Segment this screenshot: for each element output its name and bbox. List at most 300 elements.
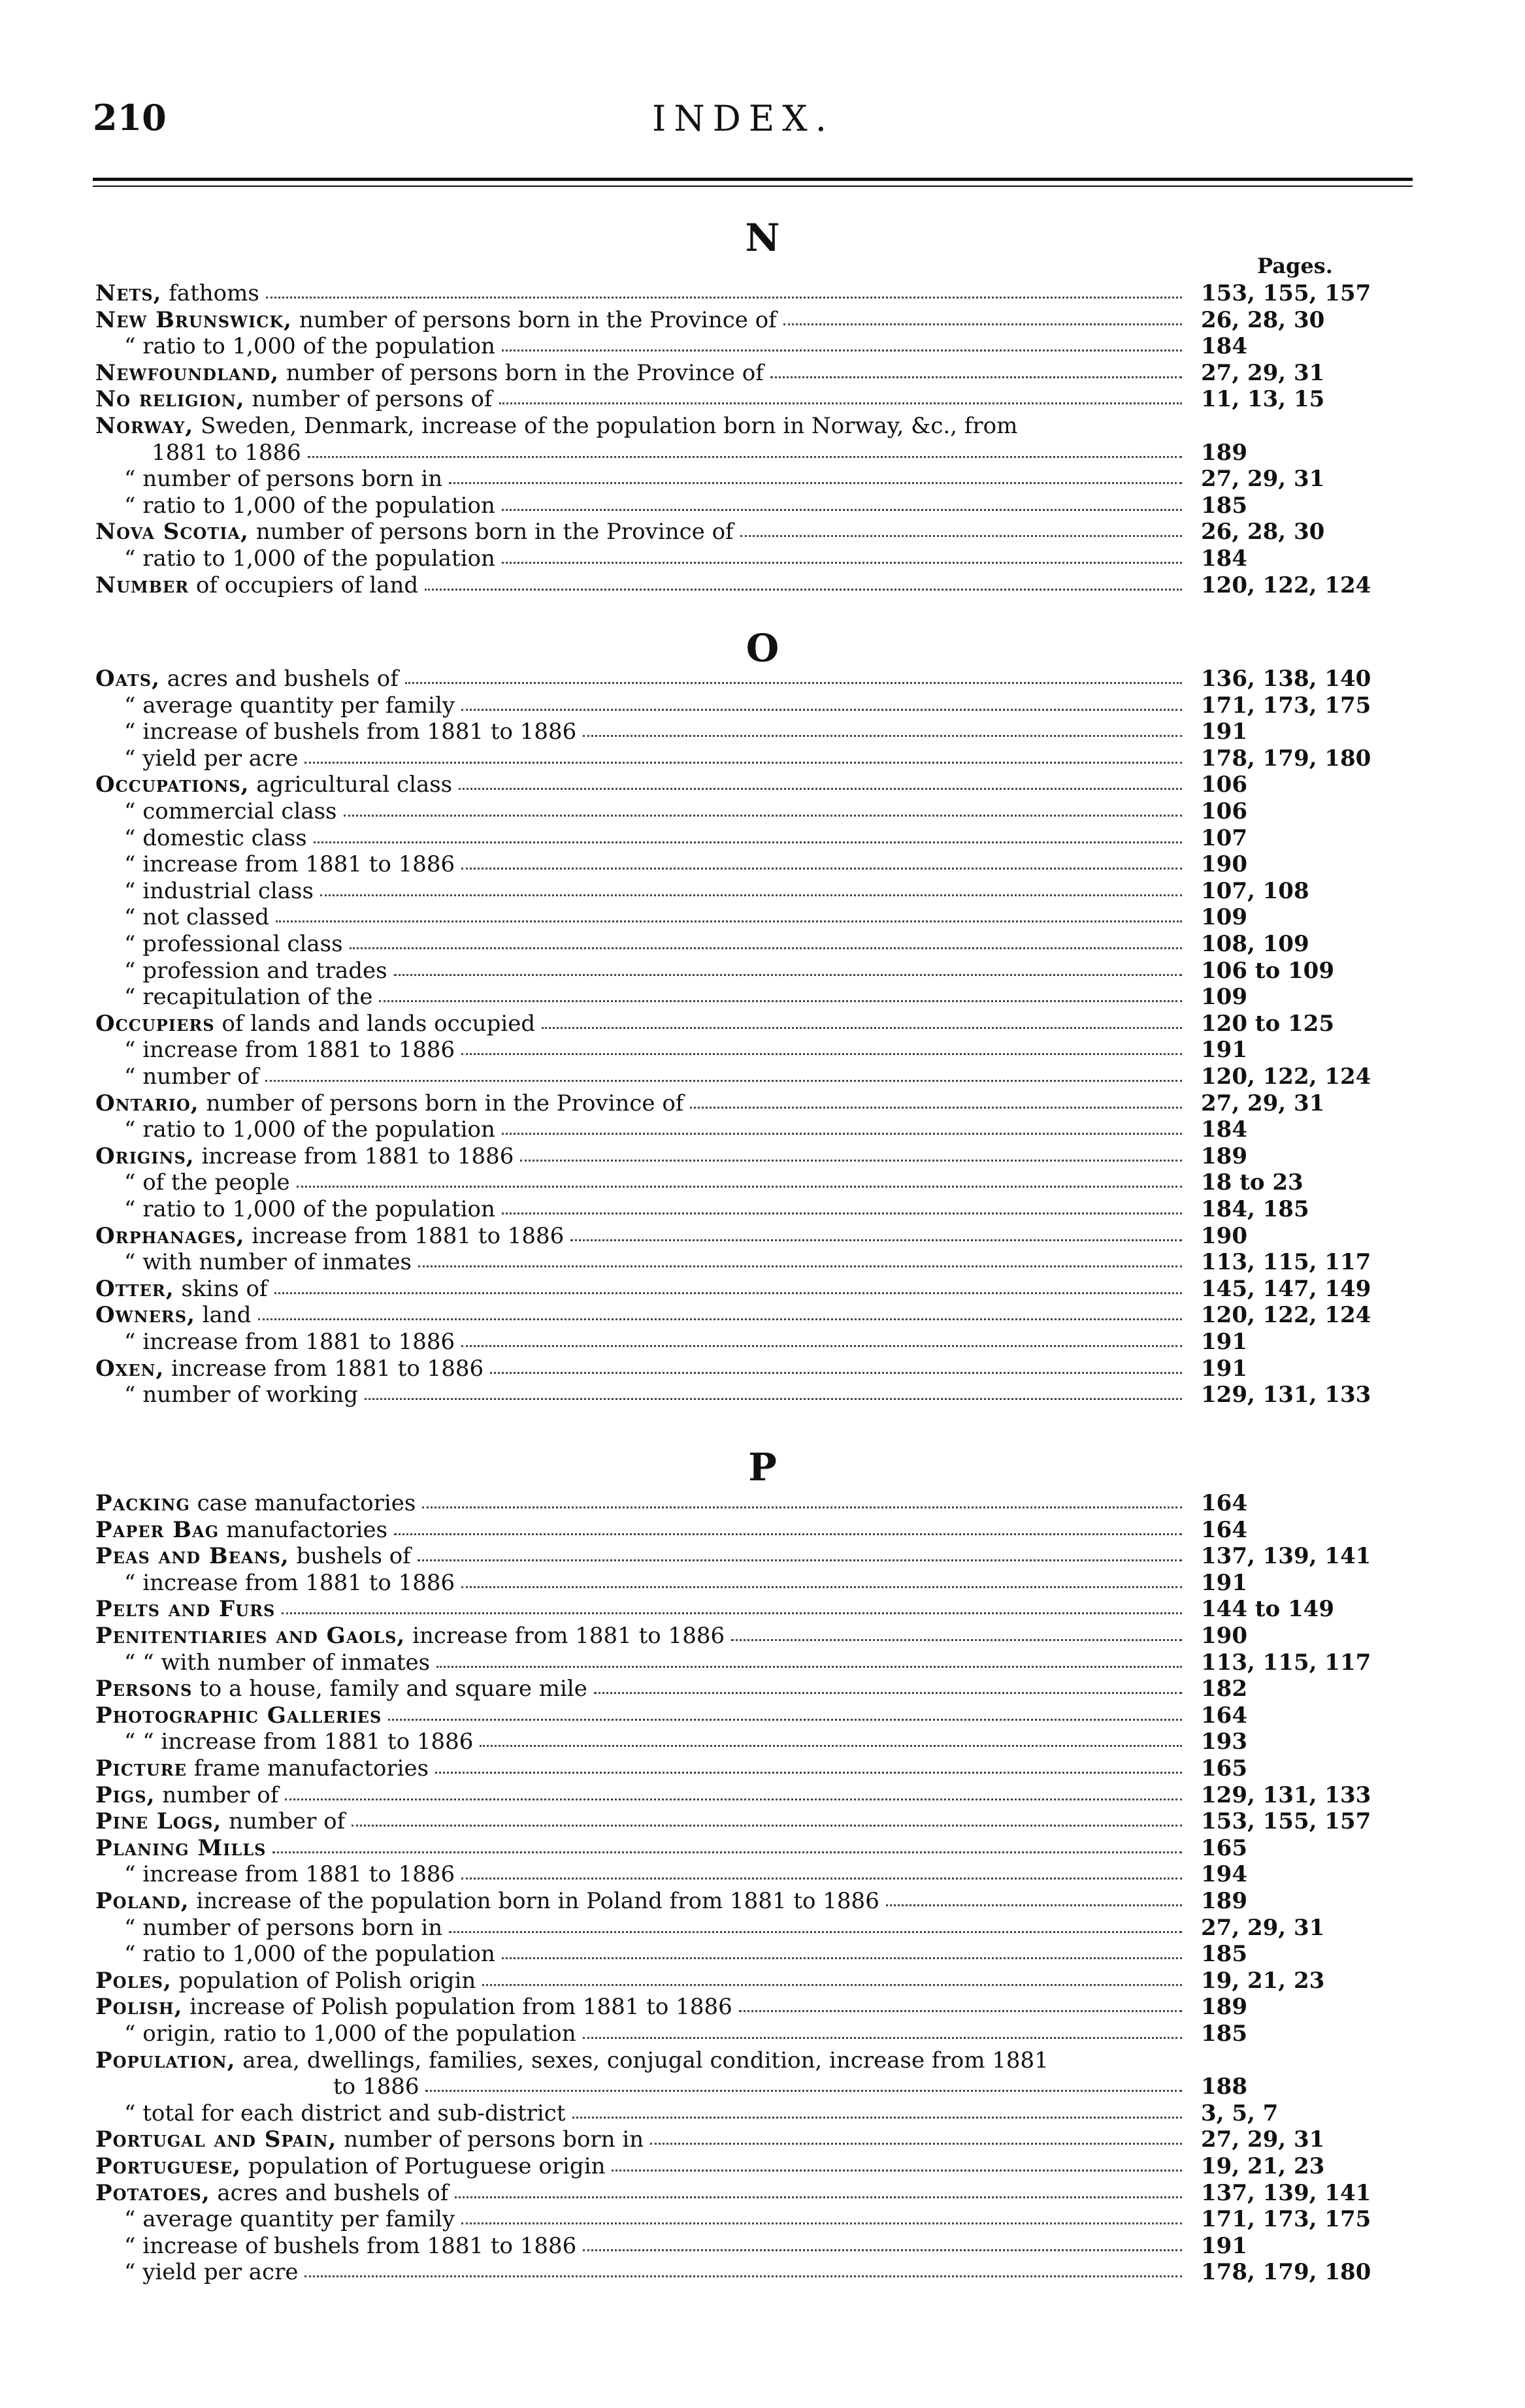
entry-text <box>124 798 337 825</box>
entry-pages: 165 <box>1201 1755 1247 1782</box>
index-entry <box>0 2232 1525 2260</box>
dot-leader <box>455 2196 1182 2198</box>
index-entry <box>0 665 1525 692</box>
entry-pages: 27, 29, 31 <box>1201 466 1325 493</box>
entry-pages: 137, 139, 141 <box>1201 1543 1371 1570</box>
entry-pages: 191 <box>1201 1355 1247 1382</box>
entry-pages: 190 <box>1201 1623 1247 1649</box>
entry-heading: Ontario, <box>95 1090 199 1116</box>
entry-pages: 145, 147, 149 <box>1201 1275 1371 1302</box>
dot-leader <box>272 1851 1182 1853</box>
entry-text <box>124 1381 358 1408</box>
entry-heading: Poles, <box>95 1967 172 1994</box>
entry-heading: Nova Scotia, <box>95 519 249 545</box>
entry-heading: Norway, <box>95 413 194 439</box>
entry-pages: 191 <box>1201 719 1247 745</box>
index-entry <box>0 692 1525 719</box>
entry-pages: 11, 13, 15 <box>1201 386 1325 413</box>
entry-description: “ ratio to 1,000 of the population <box>124 1196 495 1222</box>
entry-heading: Population, <box>95 2047 236 2074</box>
section-letter: N <box>745 216 780 260</box>
entry-description: “ increase from 1881 to 1886 <box>124 851 455 878</box>
index-entry <box>0 2047 1525 2074</box>
entry-heading: Occupiers <box>95 1010 215 1037</box>
entry-description: “ number of persons born in <box>124 1914 443 1941</box>
page-number: 210 <box>93 97 167 138</box>
entry-description: “ professional class <box>124 931 343 957</box>
dot-leader <box>388 1719 1182 1721</box>
entry-pages: 120, 122, 124 <box>1201 572 1371 598</box>
entry-pages: 26, 28, 30 <box>1201 306 1325 333</box>
entry-heading: Portuguese, <box>95 2153 241 2179</box>
entry-text <box>95 280 259 307</box>
entry-text <box>95 1675 587 1702</box>
entry-pages: 27, 29, 31 <box>1201 359 1325 386</box>
dot-leader <box>436 1666 1182 1668</box>
dot-leader <box>422 1506 1182 1508</box>
entry-pages: 182 <box>1201 1676 1247 1702</box>
entry-description: of lands and lands occupied <box>221 1010 536 1037</box>
index-entry <box>0 1381 1525 1408</box>
entry-pages: 190 <box>1201 1222 1247 1249</box>
dot-leader <box>612 2170 1182 2172</box>
entry-pages: 129, 131, 133 <box>1201 1782 1371 1808</box>
entry-pages: 106 <box>1201 798 1247 824</box>
index-entry <box>0 903 1525 931</box>
section-letter: P <box>748 1445 777 1489</box>
index-entry <box>0 2100 1525 2127</box>
dot-leader <box>461 1586 1182 1588</box>
entry-description: “ ratio to 1,000 of the population <box>124 492 495 519</box>
entry-heading: Planing Mills <box>95 1834 267 1861</box>
entry-text <box>124 1649 430 1676</box>
running-head: INDEX. <box>652 98 834 139</box>
index-entry <box>0 851 1525 878</box>
pages-column-header: Pages. <box>1257 253 1333 278</box>
dot-leader <box>499 402 1182 404</box>
entry-description: to a house, family and square mile <box>199 1676 587 1702</box>
entry-pages: 18 to 23 <box>1201 1169 1304 1196</box>
entry-pages: 184 <box>1201 545 1247 572</box>
index-entry <box>0 1649 1525 1676</box>
entry-text <box>95 1595 275 1623</box>
entry-text <box>95 359 764 387</box>
entry-continuation-text: to 1886 <box>333 2074 419 2100</box>
dot-leader <box>285 1798 1182 1800</box>
index-entry <box>0 1036 1525 1064</box>
entry-text <box>124 1063 259 1090</box>
dot-leader <box>304 762 1182 764</box>
dot-leader <box>739 2010 1182 2012</box>
entry-text <box>124 1914 442 1942</box>
index-entry <box>0 518 1525 545</box>
entry-pages: 191 <box>1201 2232 1247 2259</box>
entry-pages: 189 <box>1201 1994 1247 2021</box>
entry-pages: 3, 5, 7 <box>1201 2100 1279 2126</box>
index-entry <box>0 1967 1525 1994</box>
index-entry <box>0 2179 1525 2207</box>
dot-leader <box>258 1318 1182 1320</box>
index-entry <box>0 333 1525 360</box>
entry-text <box>95 1090 683 1117</box>
entry-text <box>124 1196 495 1223</box>
entry-text <box>95 1967 476 1994</box>
entry-heading: Persons <box>95 1676 193 1702</box>
index-entry <box>0 1782 1525 1809</box>
entry-text <box>124 1569 455 1597</box>
entry-text <box>124 1728 473 1755</box>
index-entry <box>0 1116 1525 1143</box>
entry-description: “ increase from 1881 to 1886 <box>124 1861 455 1888</box>
dot-leader <box>583 2249 1182 2251</box>
entry-pages: 137, 139, 141 <box>1201 2179 1371 2206</box>
entry-description: increase from 1881 to 1886 <box>252 1222 565 1249</box>
entry-pages: 194 <box>1201 1861 1247 1888</box>
entry-pages: 178, 179, 180 <box>1201 745 1371 772</box>
dot-leader <box>265 1080 1182 1082</box>
entry-text <box>95 572 418 599</box>
dot-leader <box>425 2090 1182 2092</box>
index-entry <box>0 1755 1525 1782</box>
entry-pages: 184 <box>1201 333 1247 360</box>
entry-pages: 191 <box>1201 1037 1247 1064</box>
entry-text <box>95 385 493 413</box>
index-entry <box>0 983 1525 1011</box>
index-entry <box>0 1914 1525 1942</box>
entry-pages: 185 <box>1201 492 1247 519</box>
entry-description: “ with number of inmates <box>124 1249 412 1276</box>
entry-text <box>95 518 734 545</box>
entry-description: “ average quantity per family <box>124 2206 455 2233</box>
entry-pages: 185 <box>1201 1941 1247 1968</box>
index-entry <box>0 1542 1525 1570</box>
entry-heading: Nets, <box>95 280 162 306</box>
entry-description: population of Portuguese origin <box>248 2153 606 2179</box>
entry-description: number of persons of <box>252 386 493 413</box>
entry-heading: Packing <box>95 1490 190 1516</box>
index-entry <box>0 359 1525 387</box>
entry-text <box>124 2258 298 2286</box>
entry-text <box>124 2100 566 2127</box>
entry-description: case manufactories <box>197 1490 416 1516</box>
index-entry <box>0 1622 1525 1650</box>
entry-description: “ average quantity per family <box>124 692 455 719</box>
entry-pages: 19, 21, 23 <box>1201 2153 1325 2179</box>
entry-pages: 190 <box>1201 851 1247 878</box>
entry-text <box>95 306 777 334</box>
entry-description: “ number of persons born in <box>124 466 443 493</box>
index-entry <box>0 1169 1525 1196</box>
entry-description: agricultural class <box>256 772 453 798</box>
dot-leader <box>266 297 1182 299</box>
entry-description: “ yield per acre <box>124 2259 299 2286</box>
entry-description: “ ratio to 1,000 of the population <box>124 333 495 360</box>
entry-pages: 106 <box>1201 772 1247 798</box>
header-rule-thick <box>93 178 1413 181</box>
entry-description: fathoms <box>169 280 259 306</box>
dot-leader <box>282 1612 1182 1614</box>
entry-text <box>124 1036 455 1064</box>
entry-text <box>124 1248 412 1276</box>
dot-leader <box>583 735 1182 737</box>
entry-description: acres and bushels of <box>217 2179 449 2206</box>
index-entry <box>0 1993 1525 2021</box>
entry-text <box>95 1782 278 1809</box>
entry-text <box>95 2126 644 2153</box>
entry-text <box>95 1301 252 1329</box>
dot-leader <box>480 1745 1182 1747</box>
entry-pages: 27, 29, 31 <box>1201 1914 1325 1941</box>
entry-pages: 164 <box>1201 1702 1247 1729</box>
dot-leader <box>461 2222 1182 2224</box>
entry-description: “ increase from 1881 to 1886 <box>124 1569 455 1596</box>
index-entry <box>0 1808 1525 1835</box>
index-entry <box>0 2258 1525 2286</box>
dot-leader <box>379 1000 1182 1002</box>
dot-leader <box>783 323 1182 325</box>
index-entry <box>0 2205 1525 2233</box>
header-rule-thin <box>93 186 1413 187</box>
entry-pages: 164 <box>1201 1490 1247 1516</box>
entry-description: area, dwellings, families, sexes, conjugal condition, increase from 1881 <box>242 2047 1049 2074</box>
entry-text <box>95 1355 484 1382</box>
index-entry <box>0 1090 1525 1117</box>
entry-text <box>95 1275 268 1303</box>
index-entry <box>0 1675 1525 1702</box>
dot-leader <box>314 841 1182 843</box>
entry-description: “ “ with number of inmates <box>124 1649 431 1676</box>
index-entry <box>0 1275 1525 1303</box>
index-entry <box>0 1301 1525 1329</box>
dot-leader <box>449 482 1182 484</box>
entry-text <box>95 2179 448 2207</box>
index-entry <box>0 1248 1525 1276</box>
entry-description: “ increase of bushels from 1881 to 1886 <box>124 719 577 745</box>
entry-pages: 164 <box>1201 1516 1247 1543</box>
entry-heading: Number <box>95 572 189 598</box>
entry-pages: 26, 28, 30 <box>1201 519 1325 545</box>
entry-text <box>95 665 399 692</box>
entry-description: increase of Polish population from 1881 to 1886 <box>189 1994 732 2021</box>
index-entry <box>0 1355 1525 1382</box>
entry-text <box>124 465 442 493</box>
dot-leader <box>594 1692 1182 1694</box>
entry-pages: 165 <box>1201 1834 1247 1861</box>
entry-heading: Orphanages, <box>95 1222 245 1249</box>
dot-leader <box>461 1345 1182 1347</box>
entry-text <box>95 1887 879 1915</box>
entry-text <box>95 2047 1049 2074</box>
entry-pages: 191 <box>1201 1569 1247 1596</box>
entry-description: “ number of <box>124 1064 259 1090</box>
entry-text <box>124 903 269 931</box>
dot-leader <box>405 682 1182 684</box>
entry-pages: 19, 21, 23 <box>1201 1967 1325 1994</box>
entry-pages: 120 to 125 <box>1201 1010 1334 1037</box>
index-entry <box>0 2020 1525 2047</box>
index-entry <box>0 572 1525 599</box>
dot-leader <box>350 947 1182 949</box>
entry-text <box>124 2205 455 2233</box>
dot-leader <box>352 1825 1182 1827</box>
dot-leader <box>740 535 1182 537</box>
entry-description: number of persons born in the Province of <box>206 1090 684 1116</box>
entry-pages: 191 <box>1201 1329 1247 1355</box>
entry-description: population of Polish origin <box>178 1967 476 1994</box>
dot-leader <box>449 1931 1182 1933</box>
dot-leader <box>583 2037 1182 2039</box>
entry-text <box>95 1993 732 2021</box>
entry-text <box>124 1861 455 1888</box>
entry-pages: 184 <box>1201 1116 1247 1143</box>
index-entry <box>0 1063 1525 1090</box>
index-entry <box>0 545 1525 572</box>
dot-leader <box>394 1533 1182 1535</box>
entry-pages: 189 <box>1201 1888 1247 1914</box>
entry-heading: Oats, <box>95 666 160 692</box>
dot-leader <box>886 1904 1182 1906</box>
entry-heading: Pigs, <box>95 1782 156 1808</box>
entry-text <box>95 1702 382 1729</box>
entry-heading: Potatoes, <box>95 2179 210 2206</box>
entry-description: “ increase of bushels from 1881 to 1886 <box>124 2232 577 2259</box>
dot-leader <box>482 1984 1182 1986</box>
entry-text <box>124 1116 495 1143</box>
entry-pages: 27, 29, 31 <box>1201 1090 1325 1116</box>
entry-text <box>124 851 455 878</box>
entry-description: “ not classed <box>124 904 269 931</box>
entry-text <box>124 718 576 745</box>
dot-leader <box>461 709 1182 711</box>
entry-heading: Polish, <box>95 1994 183 2021</box>
index-entry <box>0 306 1525 334</box>
entry-description: number of persons born in the Province of <box>299 306 777 333</box>
entry-text <box>124 930 343 958</box>
entry-text <box>124 824 307 852</box>
entry-description: number of <box>162 1782 279 1808</box>
entry-pages: 189 <box>1201 439 1247 466</box>
dot-leader <box>770 376 1182 378</box>
entry-text <box>95 1222 564 1250</box>
index-entry <box>0 1516 1525 1544</box>
entry-description: acres and bushels of <box>167 666 399 692</box>
dot-leader <box>297 1186 1182 1188</box>
entry-description: “ commercial class <box>124 798 337 824</box>
entry-description: land <box>202 1302 252 1329</box>
entry-heading: Owners, <box>95 1302 195 1329</box>
dot-leader <box>308 456 1182 458</box>
entry-heading: Poland, <box>95 1888 189 1914</box>
entry-heading: Portugal and Spain, <box>95 2126 337 2153</box>
index-entry <box>0 280 1525 307</box>
entry-text <box>95 1489 416 1517</box>
dot-leader <box>461 868 1182 870</box>
entry-pages: 109 <box>1201 904 1247 931</box>
entry-pages: 171, 173, 175 <box>1201 692 1371 719</box>
index-entry <box>0 1143 1525 1170</box>
index-entry <box>0 1702 1525 1729</box>
index-entry <box>0 877 1525 905</box>
entry-heading: Newfoundland, <box>95 359 280 386</box>
dot-leader <box>490 1372 1182 1374</box>
index-entry <box>0 718 1525 745</box>
entry-description: “ ratio to 1,000 of the population <box>124 1941 495 1968</box>
dot-leader <box>570 1239 1182 1241</box>
entry-pages: 113, 115, 117 <box>1201 1649 1371 1676</box>
dot-leader <box>461 1053 1182 1055</box>
entry-pages: 189 <box>1201 1143 1247 1169</box>
index-entry <box>0 1569 1525 1597</box>
dot-leader <box>502 1212 1182 1214</box>
dot-leader <box>650 2143 1182 2145</box>
entry-description: increase from 1881 to 1886 <box>201 1143 514 1169</box>
entry-pages: 108, 109 <box>1201 931 1309 957</box>
entry-pages: 109 <box>1201 984 1247 1011</box>
entry-text <box>95 1143 514 1170</box>
entry-heading: Otter, <box>95 1275 174 1302</box>
entry-description: increase from 1881 to 1886 <box>412 1623 725 1649</box>
entry-pages: 178, 179, 180 <box>1201 2259 1371 2286</box>
entry-text <box>124 333 495 360</box>
dot-leader <box>572 2117 1182 2119</box>
dot-leader <box>365 1398 1182 1400</box>
index-entry <box>0 1887 1525 1915</box>
entry-heading: Occupations, <box>95 772 250 798</box>
entry-text <box>95 771 452 798</box>
entry-pages: 171, 173, 175 <box>1201 2206 1371 2233</box>
entry-pages: 113, 115, 117 <box>1201 1249 1371 1276</box>
entry-description: increase from 1881 to 1886 <box>171 1355 484 1382</box>
dot-leader <box>461 1878 1182 1879</box>
entry-description: number of persons born in the Province of <box>255 519 734 545</box>
entry-description: “ ratio to 1,000 of the population <box>124 1116 495 1143</box>
entry-heading: Origins, <box>95 1143 195 1169</box>
entry-description: “ increase from 1881 to 1886 <box>124 1329 455 1355</box>
section-letter: O <box>746 626 779 670</box>
entry-text <box>95 2153 605 2180</box>
entry-pages: 144 to 149 <box>1201 1596 1334 1623</box>
dot-leader <box>731 1639 1182 1641</box>
index-entry <box>0 1834 1525 1862</box>
entry-description: manufactories <box>225 1516 388 1543</box>
entry-description: skins of <box>181 1275 268 1302</box>
dot-leader <box>435 1772 1182 1774</box>
entry-description: number of persons born in the Province of <box>286 359 764 386</box>
entry-pages: 153, 155, 157 <box>1201 1808 1371 1835</box>
index-entry <box>0 2126 1525 2153</box>
entry-description: number of persons born in <box>344 2126 644 2153</box>
entry-heading: No religion, <box>95 386 245 413</box>
index-entry <box>0 1728 1525 1755</box>
index-entry <box>0 2153 1525 2180</box>
index-entry <box>0 1489 1525 1517</box>
entry-text <box>124 1940 495 1968</box>
index-entry <box>0 1595 1525 1623</box>
entry-pages: 184, 185 <box>1201 1196 1309 1222</box>
index-entry <box>0 771 1525 798</box>
dot-leader <box>418 1559 1182 1561</box>
dot-leader <box>425 589 1182 591</box>
entry-heading: Oxen, <box>95 1355 165 1382</box>
entry-description: number of <box>229 1808 346 1835</box>
entry-heading: Picture <box>95 1755 187 1782</box>
entry-text <box>95 1834 266 1862</box>
index-entry <box>0 930 1525 958</box>
dot-leader <box>274 1292 1182 1294</box>
index-entry <box>0 1196 1525 1223</box>
entry-pages: 106 to 109 <box>1201 957 1334 984</box>
entry-description: “ industrial class <box>124 877 314 904</box>
